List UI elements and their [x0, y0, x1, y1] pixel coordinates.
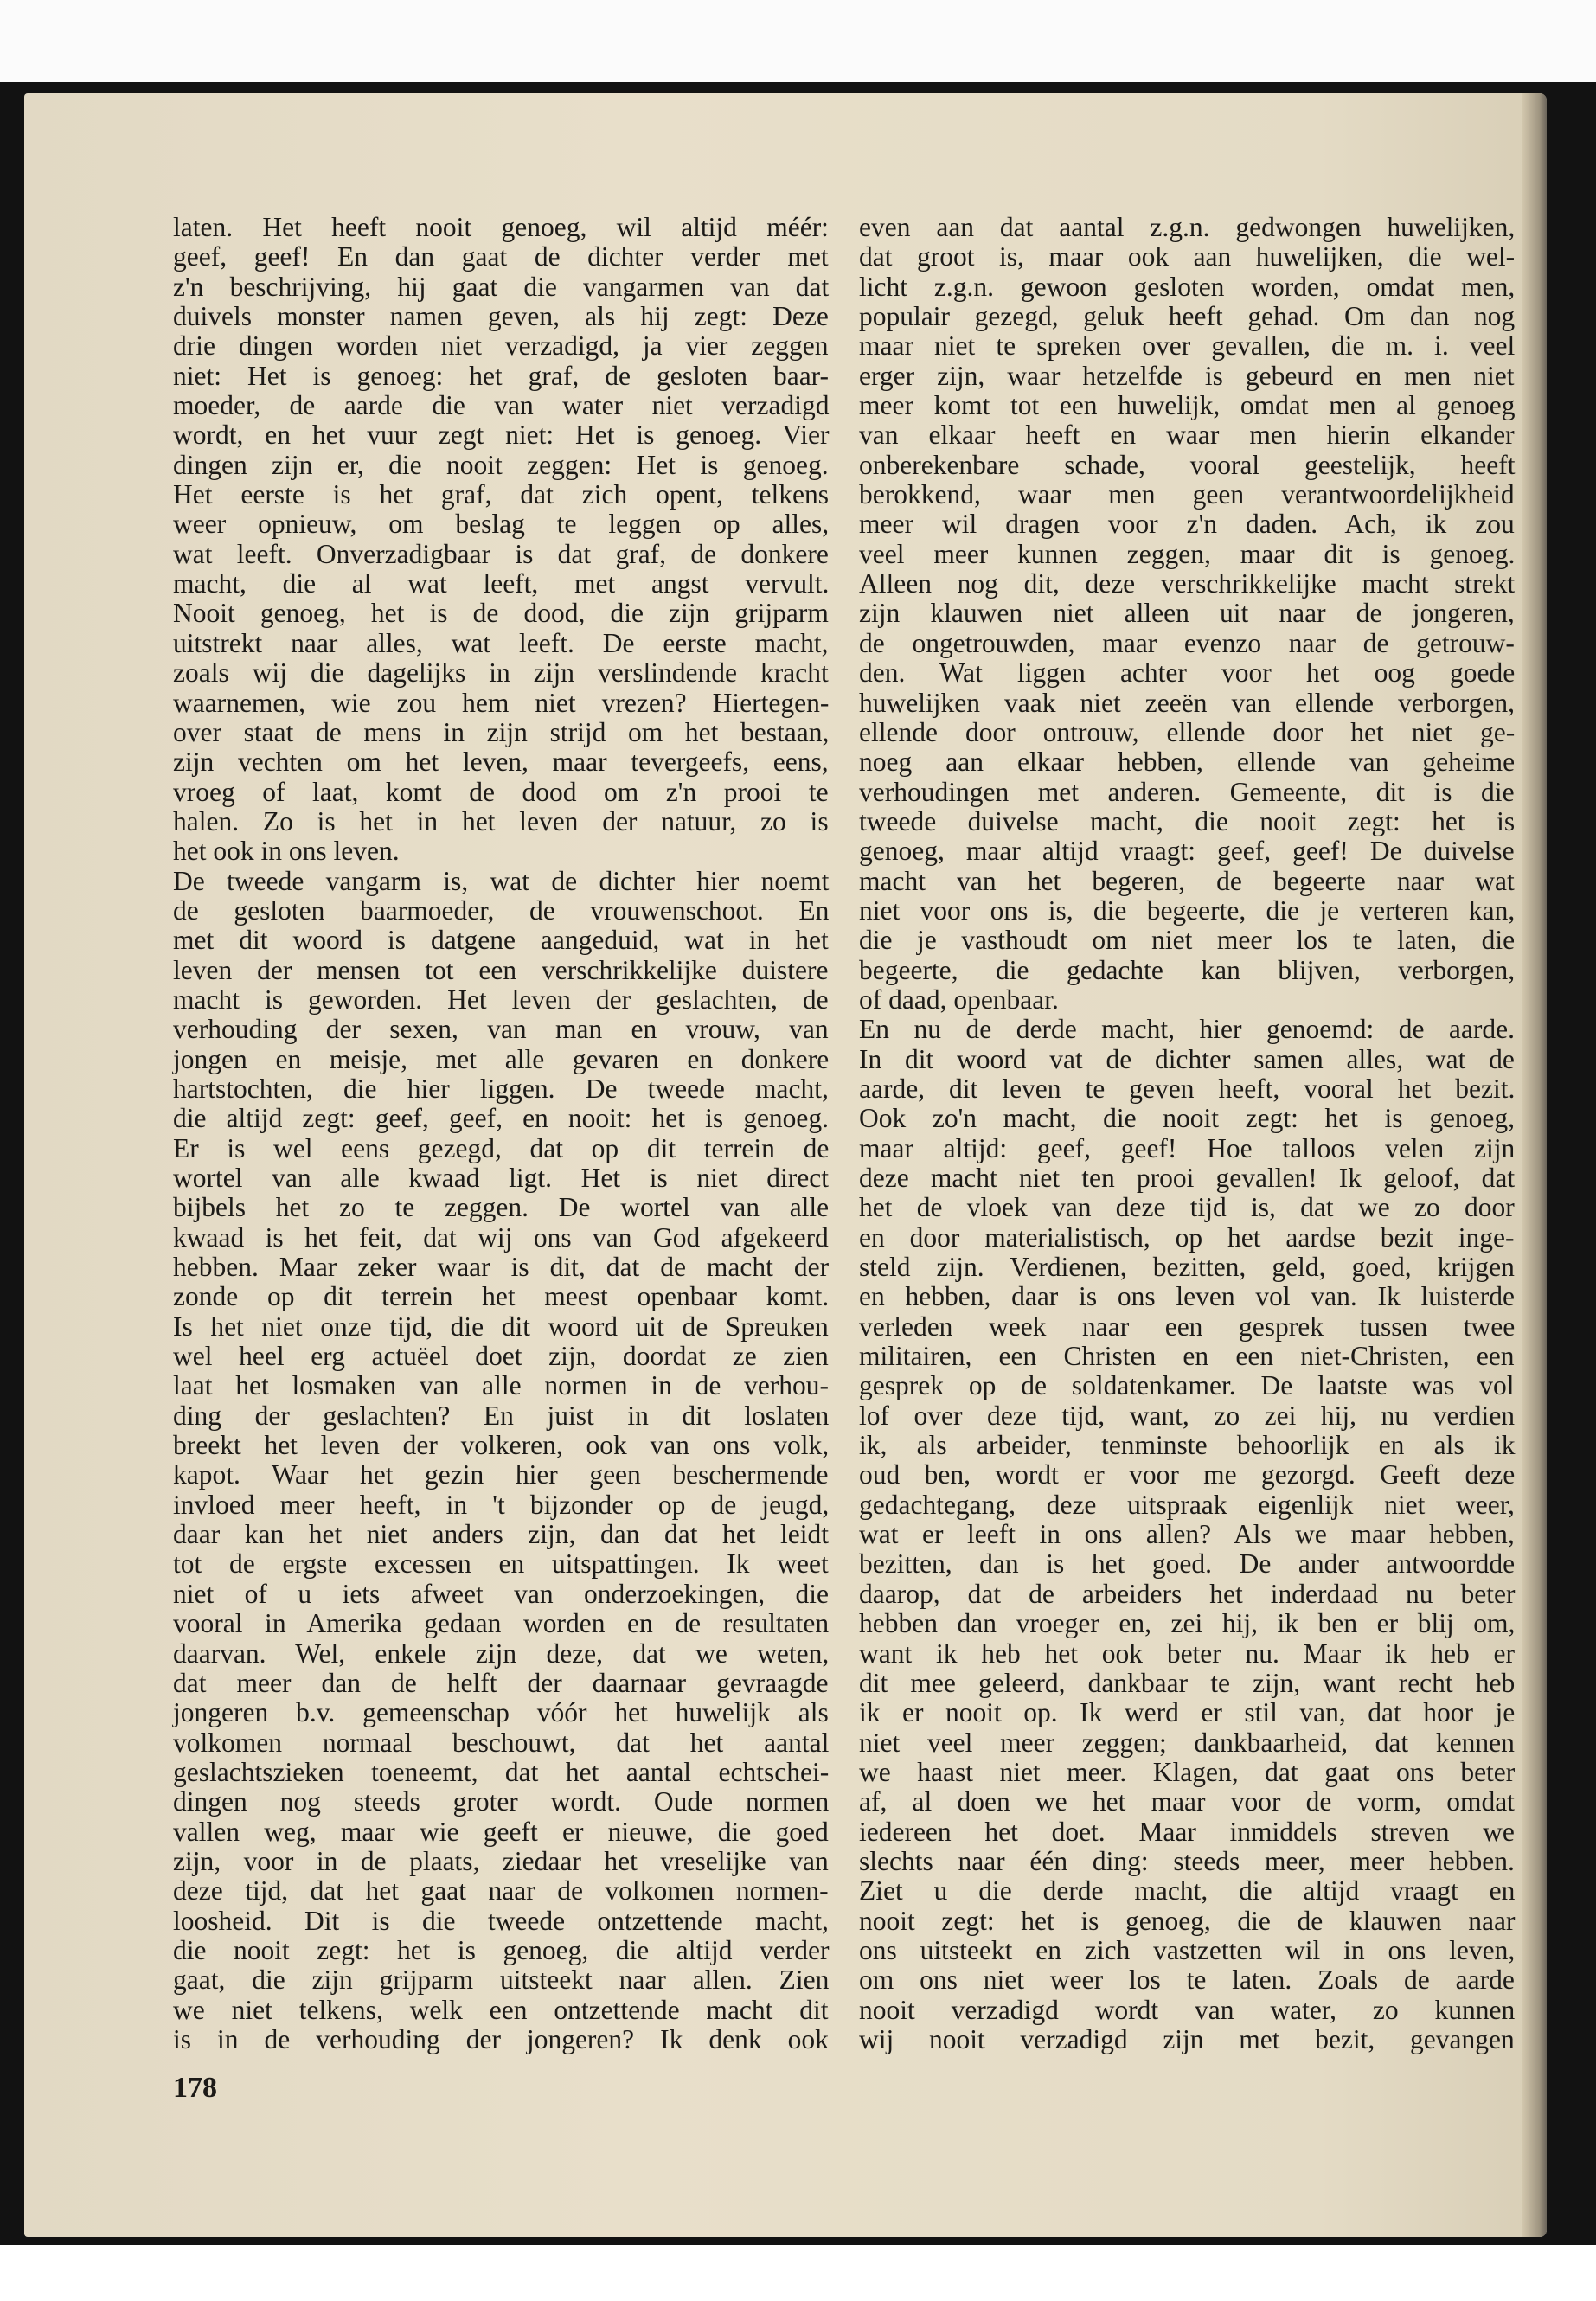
text-line: weer opnieuw, om beslag te leggen op alles, — [173, 509, 830, 540]
text-line: De tweede vangarm is, wat de dichter hier noemt — [173, 865, 830, 896]
text-line: en hebben, daar is ons leven vol van. Ik luisterde — [859, 1281, 1515, 1312]
text-line: we niet telkens, welk een ontzettende macht dit — [173, 1994, 829, 2025]
text-line: macht is geworden. Het leven der geslachten, de — [173, 984, 829, 1015]
text-line: vallen weg, maar wie geeft er nieuwe, die goed — [173, 1816, 829, 1847]
text-line: meer komt tot een huwelijk, omdat men al genoeg — [859, 390, 1516, 421]
text-line: ons uitsteekt en zich vastzetten wil in ons leven, — [859, 1934, 1516, 1965]
text-line: Nooit genoeg, het is de dood, die zijn grijparm — [173, 598, 829, 629]
text-line: vroeg of laat, komt de dood om z'n prooi te — [173, 776, 829, 807]
text-line: veel meer kunnen zeggen, maar dit is genoeg. — [859, 538, 1516, 569]
text-line: In dit woord vat de dichter samen alles, wat de — [859, 1043, 1515, 1074]
text-line: dingen zijn er, die nooit zeggen: Het is genoeg. — [173, 449, 829, 480]
text-line: huwelijken vaak niet zeeën van ellende verborgen, — [859, 687, 1516, 718]
text-line: z'n beschrijving, hij gaat die vangarmen van dat — [173, 271, 830, 302]
text-line: laten. Het heeft nooit genoeg, wil altijd méér: — [173, 212, 829, 242]
text-line: verleden week naar een gesprek tussen twee — [859, 1311, 1516, 1342]
text-line: geef, geef! En dan gaat de dichter verder met — [173, 241, 829, 272]
text-line: hebben. Maar zeker waar is dit, dat de macht der — [173, 1252, 830, 1283]
text-line: Is het niet onze tijd, die dit woord uit de Spreuken — [173, 1311, 829, 1342]
scan-bottom-margin — [0, 2245, 1596, 2301]
text-line: Er is wel eens gezegd, dat op dit terrein de — [173, 1132, 830, 1163]
text-line: zijn vechten om het leven, maar tevergeefs, eens, — [173, 747, 829, 778]
text-line: nooit zegt: het is genoeg, die de klauwen naar — [859, 1905, 1516, 1936]
text-line: oud ben, wordt er voor me gezorgd. Geeft deze — [859, 1459, 1516, 1490]
text-line: en door materialistisch, op het aardse bezit inge- — [859, 1221, 1515, 1253]
text-line: deze tijd, dat het gaat naar de volkomen normen- — [173, 1875, 829, 1907]
text-line: lof over deze tijd, want, zo zei hij, nu verdien — [859, 1400, 1516, 1431]
text-line: licht z.g.n. gewoon gesloten worden, omdat men, — [859, 271, 1516, 302]
text-line: gedachtegang, deze uitspraak eigenlijk niet weer, — [859, 1489, 1515, 1520]
right-text-column — [859, 213, 1515, 2054]
text-line: wortel van alle kwaad ligt. Het is niet direct — [173, 1163, 829, 1193]
text-line: de ongetrouwden, maar evenzo naar de getrouw- — [859, 627, 1515, 658]
text-line: of daad, openbaar. — [859, 984, 1059, 1015]
text-line: die je vasthoudt om niet meer los te laten, die — [859, 925, 1516, 956]
text-line: genoeg, maar altijd vraagt: geef, geef! De duivelse — [859, 836, 1515, 867]
text-line: kwaad is het feit, dat wij ons van God afgekeerd — [173, 1221, 829, 1253]
text-line: drie dingen worden niet verzadigd, ja vier zeggen — [173, 330, 829, 362]
text-line: met dit woord is datgene aangeduid, wat in het — [173, 925, 829, 956]
text-line: van elkaar heeft en waar men hierin elkander — [859, 420, 1515, 451]
text-line: jongen en meisje, met alle gevaren en donkere — [173, 1043, 830, 1074]
text-line: dat meer dan de helft der daarnaar gevraagde — [173, 1667, 829, 1698]
text-line: aarde, dit leven te geven heeft, vooral het bezit. — [859, 1073, 1516, 1104]
text-line: breekt het leven der volkeren, ook van ons volk, — [173, 1430, 830, 1461]
text-line: zoals wij die dagelijks in zijn verslindende kracht — [173, 657, 829, 689]
text-line: hebben dan vroeger en, zei hij, ik ben er blij om, — [859, 1608, 1516, 1639]
text-line: noeg aan elkaar hebben, ellende van geheime — [859, 747, 1516, 778]
text-line: iedereen het doet. Maar inmiddels streven we — [859, 1816, 1515, 1847]
text-line: de gesloten baarmoeder, de vrouwenschoot. En — [173, 894, 830, 926]
text-line: we haast niet meer. Klagen, dat gaat ons beter — [859, 1756, 1516, 1787]
text-line: uitstrekt naar alles, wat leeft. De eerste macht, — [173, 627, 829, 658]
text-line: tot de ergste excessen en uitspattingen. Ik weet — [173, 1548, 829, 1580]
text-line: dingen nog steeds groter wordt. Oude normen — [173, 1786, 830, 1817]
text-line: laat het losmaken van alle normen in de verhou- — [173, 1370, 830, 1401]
text-line: bezitten, dan is het goed. De ander antwoordde — [859, 1548, 1516, 1580]
text-line: den. Wat liggen achter voor het oog goede — [859, 657, 1516, 689]
page-number: 178 — [173, 2072, 217, 2104]
text-line: die altijd zegt: geef, geef, en nooit: het is genoeg. — [173, 1103, 830, 1134]
text-line: slechts naar één ding: steeds meer, meer hebben. — [859, 1845, 1515, 1876]
text-line: want ik heb het ook beter nu. Maar ik heb er — [859, 1638, 1515, 1669]
scan-top-margin — [0, 0, 1596, 82]
text-line: macht van het begeren, de begeerte naar wat — [859, 865, 1515, 896]
text-line: En nu de derde macht, hier genoemd: de aarde. — [859, 1014, 1515, 1045]
text-line: niet: Het is genoeg: het graf, de gesloten baar- — [173, 360, 830, 391]
text-line: ellende door ontrouw, ellende door het niet ge- — [859, 716, 1516, 747]
text-line: vooral in Amerika gedaan worden en de resultaten — [173, 1608, 830, 1639]
text-line: wat er leeft in ons allen? Als we maar hebben, — [859, 1519, 1515, 1550]
text-line: niet voor ons is, die begeerte, die je verteren kan, — [859, 894, 1516, 926]
text-line: waarnemen, wie zou hem niet vrezen? Hiertegen- — [173, 687, 830, 718]
text-line: ding der geslachten? En juist in dit loslaten — [173, 1400, 830, 1431]
text-line: ik, als arbeider, tenminste behoorlijk en als ik — [859, 1430, 1516, 1461]
text-line: duivels monster namen geven, als hij zegt: Deze — [173, 301, 829, 332]
text-line: gesprek op de soldatenkamer. De laatste was vol — [859, 1370, 1515, 1401]
text-line: macht, die al wat leeft, met angst vervult. — [173, 568, 830, 599]
text-line: begeerte, die gedachte kan blijven, verborgen, — [859, 954, 1516, 985]
left-text-column — [173, 213, 829, 2054]
text-line: bijbels het zo te zeggen. De wortel van alle — [173, 1192, 830, 1223]
text-line: deze macht niet ten prooi gevallen! Ik geloof, dat — [859, 1163, 1516, 1193]
text-line: meer wil dragen voor z'n daden. Ach, ik zou — [859, 509, 1515, 540]
text-line: Ziet u die derde macht, die altijd vraagt en — [859, 1875, 1516, 1907]
text-line: is in de verhouding der jongeren? Ik denk ook — [173, 2023, 829, 2054]
text-line: wij nooit verzadigd zijn met bezit, gevangen — [859, 2023, 1515, 2054]
text-line: militairen, een Christen en een niet-Christen, een — [859, 1341, 1515, 1372]
text-line: om ons niet weer los te laten. Zoals de aarde — [859, 1965, 1515, 1996]
text-line: maar niet te spreken over gevallen, die m. i. veel — [859, 330, 1516, 362]
text-line: maar altijd: geef, geef! Hoe talloos velen zijn — [859, 1132, 1516, 1163]
text-line: daarop, dat de arbeiders het inderdaad nu beter — [859, 1578, 1516, 1609]
text-line: af, al doen we het maar voor de vorm, omdat — [859, 1786, 1515, 1817]
text-line: volkomen normaal beschouwt, dat het aantal — [173, 1727, 830, 1758]
text-line: het ook in ons leven. — [173, 836, 400, 867]
text-line: dit mee geleerd, dankbaar te zijn, want recht heb — [859, 1667, 1516, 1698]
text-line: wel heel erg actuëel doet zijn, doordat ze zien — [173, 1341, 829, 1372]
text-line: Ook zo'n macht, die nooit zegt: het is genoeg, — [859, 1103, 1516, 1134]
text-line: die nooit zegt: het is genoeg, die altijd verder — [173, 1934, 830, 1965]
text-line: leven der mensen tot een verschrikkelijke duistere — [173, 954, 829, 985]
text-line: verhouding der sexen, van man en vrouw, van — [173, 1014, 829, 1045]
text-line: daar kan het niet anders zijn, dan dat het leidt — [173, 1519, 830, 1550]
text-line: invloed meer heeft, in 't bijzonder op de jeugd, — [173, 1489, 830, 1520]
text-line: hartstochten, die hier liggen. De tweede macht, — [173, 1073, 829, 1104]
text-line: kapot. Waar het gezin hier geen beschermende — [173, 1459, 829, 1490]
text-line: wordt, en het vuur zegt niet: Het is genoeg. Vier — [173, 420, 830, 451]
text-line: berokkend, waar men geen verantwoordelijkheid — [859, 479, 1515, 510]
text-line: geslachtszieken toeneemt, dat het aantal echtschei- — [173, 1756, 830, 1787]
text-line: zijn klauwen niet alleen uit naar de jongeren, — [859, 598, 1515, 629]
text-line: dat groot is, maar ook aan huwelijken, die wel- — [859, 241, 1516, 272]
text-line: verhoudingen met anderen. Gemeente, dit is die — [859, 776, 1515, 807]
text-line: loosheid. Dit is die tweede ontzettende macht, — [173, 1905, 829, 1936]
text-line: niet veel meer zeggen; dankbaarheid, dat kennen — [859, 1727, 1515, 1758]
text-line: zijn, voor in de plaats, ziedaar het vreselijke van — [173, 1845, 829, 1876]
page-binding-edge — [1522, 93, 1547, 2237]
text-line: moeder, de aarde die van water niet verzadigd — [173, 390, 830, 421]
text-line: onberekenbare schade, vooral geestelijk, heeft — [859, 449, 1516, 480]
text-line: zonde op dit terrein het meest openbaar komt. — [173, 1281, 830, 1312]
text-line: nooit verzadigd wordt van water, zo kunnen — [859, 1994, 1516, 2025]
text-line: wat leeft. Onverzadigbaar is dat graf, de donkere — [173, 538, 829, 569]
text-line: daarvan. Wel, enkele zijn deze, dat we weten, — [173, 1638, 830, 1669]
text-line: halen. Zo is het in het leven der natuur, zo is — [173, 805, 829, 836]
text-line: ik er nooit op. Ik werd er stil van, dat hoor je — [859, 1697, 1516, 1728]
text-line: steld zijn. Verdienen, bezitten, geld, goed, krijgen — [859, 1252, 1515, 1283]
text-line: gaat, die zijn grijparm uitsteekt naar allen. Zien — [173, 1965, 830, 1996]
text-line: niet of u iets afweet van onderzoekingen, die — [173, 1578, 830, 1609]
text-line: tweede duivelse macht, die nooit zegt: het is — [859, 805, 1516, 836]
text-line: het de vloek van deze tijd is, dat we zo door — [859, 1192, 1515, 1223]
text-line: populair gezegd, geluk heeft gehad. Om dan nog — [859, 301, 1516, 332]
text-line: even aan dat aantal z.g.n. gedwongen huwelijken, — [859, 212, 1516, 242]
text-line: jongeren b.v. gemeenschap vóór het huwelijk als — [173, 1697, 829, 1728]
text-line: over staat de mens in zijn strijd om het bestaan, — [173, 716, 830, 747]
text-line: Het eerste is het graf, dat zich opent, telkens — [173, 479, 830, 510]
text-line: erger zijn, waar hetzelfde is gebeurd en men niet — [859, 360, 1515, 391]
text-line: Alleen nog dit, deze verschrikkelijke macht strekt — [859, 568, 1516, 599]
